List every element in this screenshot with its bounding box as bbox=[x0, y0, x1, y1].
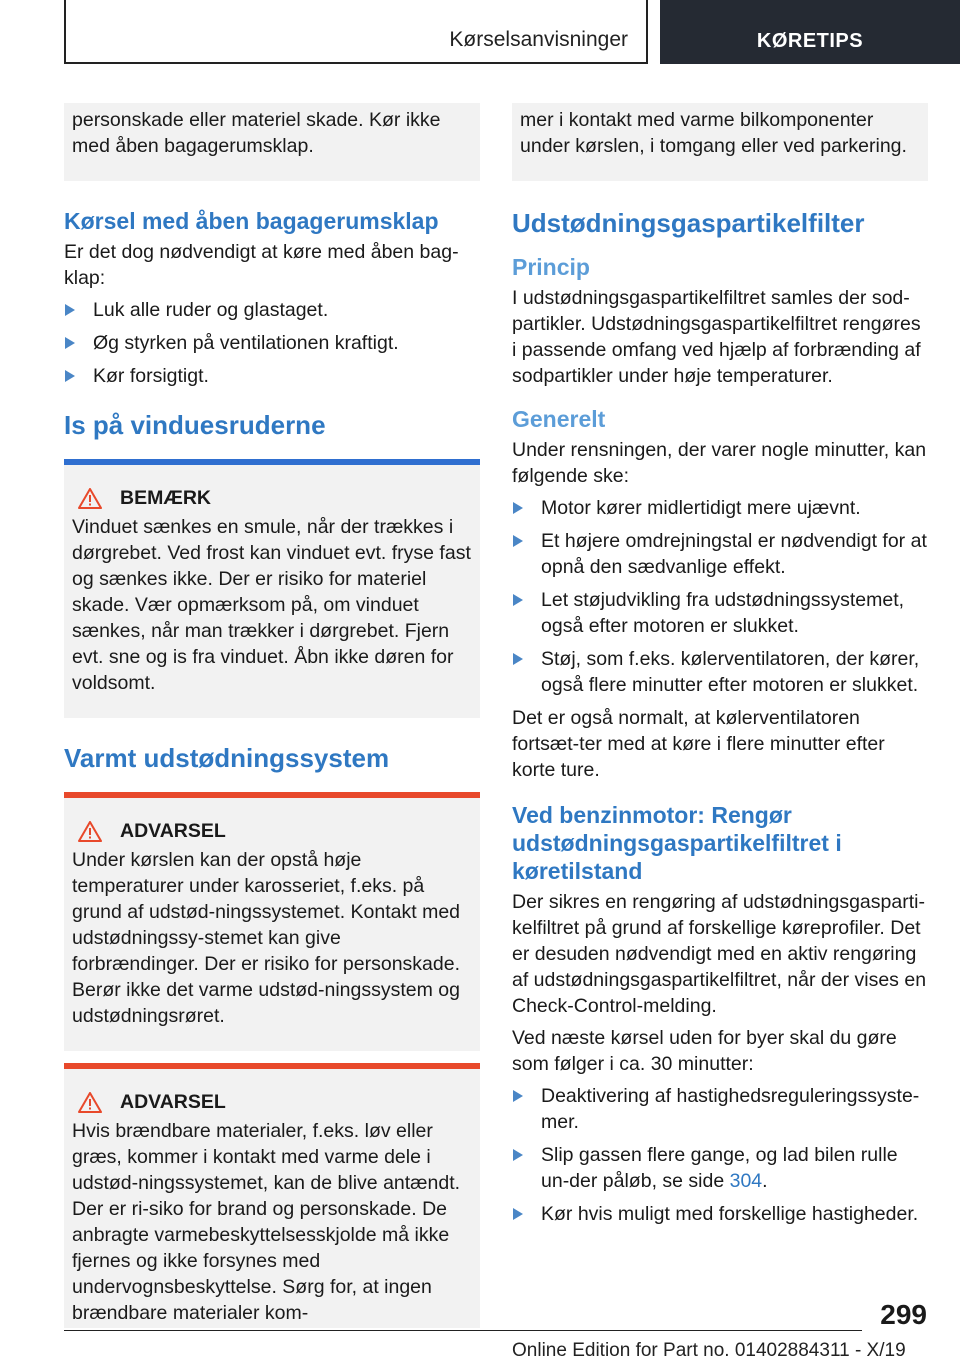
bullet-triangle-icon bbox=[513, 502, 523, 514]
list-item: Let støjudvikling fra udstødningssystemet, også efter motoren er slukket. bbox=[512, 587, 928, 639]
list-item: Kør hvis muligt med forskellige hastigheder. bbox=[512, 1201, 928, 1227]
heading-particle-filter: Udstødningsgaspartikelfilter bbox=[512, 208, 865, 238]
page-number: 299 bbox=[880, 1299, 927, 1330]
page-reference-link[interactable]: 304 bbox=[729, 1170, 763, 1192]
list-item: Et højere omdrejningstal er nødvendigt for at opnå den sædvanlige effekt. bbox=[512, 528, 928, 580]
continued-warning-box bbox=[512, 103, 928, 181]
bullet-triangle-icon bbox=[65, 337, 75, 349]
list-item: Deaktivering af hastighedsreguleringssyste-mer. bbox=[512, 1083, 928, 1135]
bullet-triangle-icon bbox=[513, 653, 523, 665]
chapter-title: Kørselsanvisninger bbox=[449, 28, 628, 51]
petrol-paragraph-2: Ved næste kørsel uden for byer skal du gøre som følger i ca. 30 minutter: bbox=[512, 1027, 897, 1075]
right-column bbox=[512, 103, 928, 1234]
bullet-triangle-icon bbox=[513, 1149, 523, 1161]
heading-open-trunk: Kørsel med åben bagagerumsklap bbox=[64, 208, 439, 234]
warning-title: ADVARSEL bbox=[120, 820, 226, 842]
list-item: Motor kører midlertidigt mere ujævnt. bbox=[512, 495, 928, 521]
bullet-triangle-icon bbox=[513, 594, 523, 606]
general-list bbox=[512, 495, 928, 698]
warning-hot-exhaust-2 bbox=[64, 1063, 480, 1328]
bullet-triangle-icon bbox=[513, 535, 523, 547]
heading-hot-exhaust: Varmt udstødningssystem bbox=[64, 743, 390, 773]
general-paragraph-2: Det er også normalt, at kølerventilatoren fortsæt-ter med at køre i flere minutter efter korte ture. bbox=[512, 707, 885, 781]
warning-text: Hvis brændbare materialer, f.eks. løv eller græs, kommer i kontakt med varme dele i udstød-ningssystemet, kan de blive antændt. Der er ri-siko for brand og personskade. De anbragte varmebeskyttelsesskjolde må ikke fjernes og ikke forsynes med undervognsbeskyttelse. Sørg for, at ingen brændbare materialer kom- bbox=[72, 1120, 461, 1324]
warning-title: ADVARSEL bbox=[120, 1091, 226, 1113]
principle-paragraph: I udstødningsgaspartikelfiltret samles der sod-partikler. Udstødningsgaspartikelfiltret rengøres i passende omfang ved hjælp af forbrænding af sodpartikler under høje temperaturer. bbox=[512, 287, 921, 387]
bullet-triangle-icon bbox=[65, 370, 75, 382]
continued-warning-box bbox=[64, 103, 480, 181]
list-item: Luk alle ruder og glastaget. bbox=[64, 297, 480, 323]
list-item: Slip gassen flere gange, og lad bilen rulle un-der påløb, se side 304. bbox=[512, 1142, 928, 1194]
petrol-paragraph-1: Der sikres en rengøring af udstødningsgasparti-kelfiltret på grund af forskellige køreprofiler. Det er desuden nødvendigt med en aktiv rengøring af udstødningsgaspartikelfiltret, når der vises en Check-Control-melding. bbox=[512, 891, 927, 1017]
heading-general: Generelt bbox=[512, 406, 606, 432]
footer-rule bbox=[64, 1330, 862, 1331]
continued-warning-text: personskade eller materiel skade. Kør ikke med åben bagagerumsklap. bbox=[72, 109, 441, 157]
bullet-triangle-icon bbox=[65, 304, 75, 316]
notice-ice bbox=[64, 459, 480, 718]
list-item: Kør forsigtigt. bbox=[64, 363, 480, 389]
left-column bbox=[64, 103, 480, 1328]
open-trunk-list bbox=[64, 297, 480, 389]
bullet-triangle-icon bbox=[513, 1208, 523, 1220]
warning-triangle-icon bbox=[78, 821, 102, 842]
heading-ice: Is på vinduesruderne bbox=[64, 410, 326, 440]
warning-triangle-icon bbox=[78, 488, 102, 509]
warning-hot-exhaust-1 bbox=[64, 792, 480, 1051]
open-trunk-paragraph: Er det dog nødvendigt at køre med åben bag-klap: bbox=[64, 241, 459, 289]
warning-triangle-icon bbox=[78, 1092, 102, 1113]
warning-text: Under kørslen kan der opstå høje temperaturer under karosseriet, f.eks. på grund af udstød-ningssystemet. Kontakt med udstødningssy-stemet kan give forbrændinger. Der er risiko for personskade. Berør ikke det varme udstød-ningssystem og udstødningsrøret. bbox=[72, 849, 461, 1027]
bullet-triangle-icon bbox=[513, 1090, 523, 1102]
footer-edition: Online Edition for Part no. 01402884311 - X/19 bbox=[512, 1340, 906, 1361]
header-chapter-tab bbox=[64, 0, 648, 64]
petrol-list bbox=[512, 1083, 928, 1227]
notice-title: BEMÆRK bbox=[120, 487, 211, 509]
heading-petrol-cleaning: Ved benzinmotor: Rengør udstødningsgaspartikelfiltret i køretilstand bbox=[512, 802, 842, 884]
heading-principle: Princip bbox=[512, 254, 590, 280]
general-paragraph: Under rensningen, der varer nogle minutter, kan følgende ske: bbox=[512, 439, 927, 487]
continued-warning-text: mer i kontakt med varme bilkomponenter under kørslen, i tomgang eller ved parkering. bbox=[520, 109, 907, 157]
section-title: KØRETIPS bbox=[660, 0, 960, 64]
list-item: Støj, som f.eks. kølerventilatoren, der kører, også flere minutter efter motoren er slukket. bbox=[512, 646, 928, 698]
notice-text: Vinduet sænkes en smule, når der trækkes i dørgrebet. Ved frost kan vinduet evt. fryse fast og sænkes ikke. Der er risiko for materiel skade. Vær opmærksom på, om vinduet sænkes, når man trækker i dørgrebet. Fjern evt. sne og is fra vinduet. Åbn ikke døren for voldsomt. bbox=[72, 516, 471, 694]
list-item: Øg styrken på ventilationen kraftigt. bbox=[64, 330, 480, 356]
